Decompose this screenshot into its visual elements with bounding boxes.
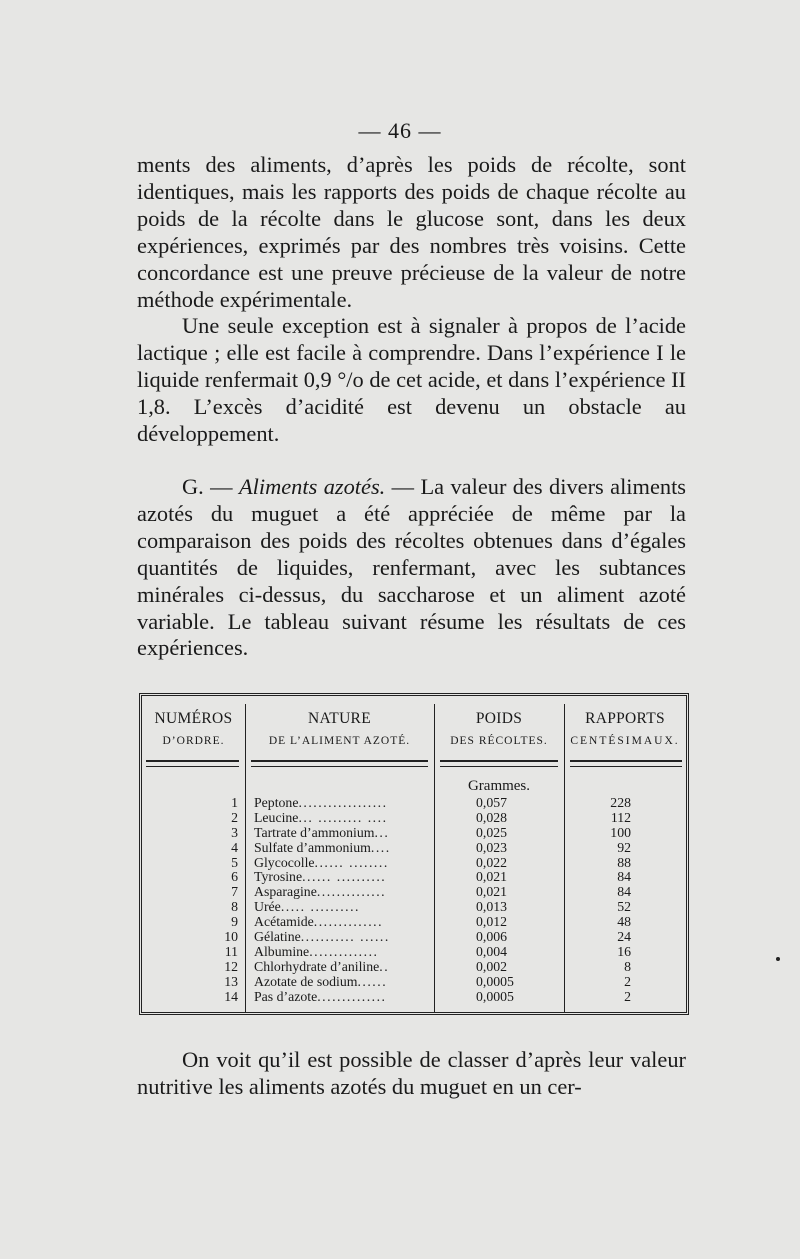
page-number: — 46 — xyxy=(358,118,442,143)
section-label: G. — xyxy=(182,474,239,499)
aliment-label: Chlorhydrate d’aniline xyxy=(254,959,380,974)
rapport-value: 2 xyxy=(624,973,631,989)
poids-value: 0,028 xyxy=(476,809,508,825)
poids-value: 0,025 xyxy=(476,824,508,840)
aliment-label: Glycocolle xyxy=(254,855,315,870)
rapport-value: 100 xyxy=(610,824,631,840)
aliment-name xyxy=(254,885,429,900)
aliment-label: Albumine xyxy=(254,944,310,959)
row-number: 5 xyxy=(231,854,238,870)
leader-dots: .............. xyxy=(316,885,387,900)
aliment-name xyxy=(254,870,429,885)
leader-dots: .............. xyxy=(317,989,387,1004)
aliment-name xyxy=(254,826,429,841)
row-number: 6 xyxy=(231,869,238,885)
row-number: 9 xyxy=(231,914,238,930)
row-number: 4 xyxy=(231,839,238,855)
poids-value: 0,002 xyxy=(476,958,508,974)
rapport-value: 84 xyxy=(617,884,631,900)
table-row xyxy=(142,811,686,826)
rapport-value: 24 xyxy=(617,929,631,945)
header-rule xyxy=(440,760,558,767)
rapport-value: 2 xyxy=(624,988,631,1004)
row-number: 11 xyxy=(224,943,238,959)
row-number: 7 xyxy=(231,884,238,900)
rapport-value: 88 xyxy=(617,854,631,870)
rapport-value: 52 xyxy=(617,899,631,915)
aliment-label: Asparagine xyxy=(254,885,317,900)
poids-value: 0,021 xyxy=(476,869,508,885)
row-number: 8 xyxy=(231,899,238,915)
aliment-name xyxy=(254,975,429,990)
poids-value: 0,012 xyxy=(476,914,508,930)
aliment-label: Tyrosine xyxy=(254,870,303,885)
header-nature-sub: DE L’ALIMENT AZOTÉ. xyxy=(268,735,411,747)
leader-dots: ... ......... .... xyxy=(298,810,388,825)
table-row xyxy=(142,900,686,915)
header-nature: NATURE xyxy=(308,710,371,727)
paragraph-3 xyxy=(137,474,686,662)
poids-value: 0,013 xyxy=(476,899,508,915)
header-rule xyxy=(146,760,239,767)
aliment-label: Azotate de sodium xyxy=(254,974,358,989)
poids-value: 0,006 xyxy=(476,929,508,945)
table-body xyxy=(142,796,686,1004)
table-row xyxy=(142,870,686,885)
paragraph-2: Une seule exception est à signaler à propos de l’acide lactique ; elle est facile à comprendre. Dans l’expérience I le liquide renfermait 0,9 °/o de cet acide, et dans l’expérience II 1,8. L’excès d’acidité est devenu un obstacle au développement. xyxy=(137,313,686,447)
row-number: 1 xyxy=(231,795,238,810)
row-number: 10 xyxy=(224,929,238,945)
table-row xyxy=(142,930,686,945)
leader-dots: ... xyxy=(374,825,390,840)
header-poids: POIDS xyxy=(475,710,523,727)
rapport-value: 228 xyxy=(610,795,631,810)
table-row xyxy=(142,841,686,856)
row-number: 13 xyxy=(224,973,238,989)
poids-value: 0,0005 xyxy=(476,988,514,1004)
rapport-value: 112 xyxy=(610,809,631,825)
header-rule xyxy=(570,760,682,767)
leader-dots: ...... xyxy=(357,974,388,989)
leader-dots: ........... ...... xyxy=(300,930,390,945)
section-title: Aliments azotés. xyxy=(238,474,386,499)
row-number: 3 xyxy=(231,824,238,840)
header-numeros-sub: D’ORDRE. xyxy=(162,735,225,747)
aliment-label: Tartrate d’ammonium xyxy=(254,825,375,840)
poids-value: 0,0005 xyxy=(476,973,514,989)
aliment-name xyxy=(254,945,429,960)
poids-value: 0,022 xyxy=(476,854,508,870)
unit-label: Grammes. xyxy=(467,778,531,794)
table-row xyxy=(142,915,686,930)
aliment-name xyxy=(254,900,429,915)
text-block-bottom xyxy=(137,1047,686,1101)
paragraph-1: ments des aliments, d’après les poids de récolte, sont identiques, mais les rapports des poids de chaque récolte au poids de la récolte dans le glucose sont, dans les deux expériences, exprimés par des nombres très voisins. Cette concordance est une preuve précieuse de la valeur de notre méthode expérimentale. xyxy=(137,152,686,312)
poids-value: 0,021 xyxy=(476,884,508,900)
header-rapports-sub: CENTÉSIMAUX. xyxy=(570,735,680,747)
poids-value: 0,057 xyxy=(476,795,508,810)
header-numeros: NUMÉROS xyxy=(154,710,233,727)
aliment-name xyxy=(254,796,429,811)
rapport-value: 16 xyxy=(617,943,631,959)
paragraph-4: On voit qu’il est possible de classer d’après leur valeur nutritive les aliments azotés du muguet en un cer- xyxy=(137,1047,686,1099)
table-row xyxy=(142,990,686,1005)
leader-dots: .............. xyxy=(309,944,379,959)
aliment-label: Acétamide xyxy=(254,915,314,930)
aliment-name xyxy=(254,930,429,945)
aliment-label: Sulfate d’ammonium xyxy=(254,840,371,855)
aliment-label: Peptone xyxy=(254,796,299,810)
row-number: 12 xyxy=(224,958,238,974)
header-poids-sub: DES RÉCOLTES. xyxy=(450,735,548,747)
text-block-top xyxy=(137,152,686,448)
poids-value: 0,023 xyxy=(476,839,508,855)
text-block-middle xyxy=(137,474,686,662)
leader-dots: .............. xyxy=(313,915,384,930)
header-rule xyxy=(251,760,428,767)
aliment-label: Gélatine xyxy=(254,930,301,945)
poids-value: 0,004 xyxy=(476,943,508,959)
header-rapports: RAPPORTS xyxy=(585,710,665,727)
rapport-value: 92 xyxy=(617,839,631,855)
aliment-label: Leucine xyxy=(254,810,299,825)
table-row xyxy=(142,975,686,990)
ink-speck xyxy=(776,957,780,961)
row-number: 2 xyxy=(231,809,238,825)
aliment-label: Pas d’azote xyxy=(254,989,318,1004)
aliment-name xyxy=(254,960,429,975)
leader-dots: ..... .......... xyxy=(280,900,360,915)
rapport-value: 84 xyxy=(617,869,631,885)
leader-dots: .. xyxy=(379,959,390,974)
aliment-label: Urée xyxy=(254,900,281,915)
rapport-value: 48 xyxy=(617,914,631,930)
aliment-name xyxy=(254,915,429,930)
paragraph-3-body: — La valeur des divers aliments azotés du muguet a été appréciée de même par la comparaison des poids des récoltes obtenues dans d’égales quantités de liquides, renfermant, avec les subtances minérales ci-dessus, du saccharose et un aliment azoté variable. Le tableau suivant résume les résultats de ces expériences. xyxy=(137,474,687,661)
table-row xyxy=(142,796,686,811)
table-row xyxy=(142,945,686,960)
aliment-name xyxy=(254,856,429,871)
leader-dots: ...... ........ xyxy=(314,855,389,870)
rapport-value: 8 xyxy=(624,958,631,974)
leader-dots: ...... .......... xyxy=(302,870,387,885)
leader-dots: .................. xyxy=(298,796,388,810)
table-row xyxy=(142,885,686,900)
aliment-name xyxy=(254,811,429,826)
table-row xyxy=(142,826,686,841)
aliment-name xyxy=(254,990,429,1005)
aliment-name xyxy=(254,841,429,856)
data-table xyxy=(139,693,689,1015)
leader-dots: .... xyxy=(370,840,391,855)
table-row xyxy=(142,960,686,975)
row-number: 14 xyxy=(224,988,238,1004)
table-row xyxy=(142,856,686,871)
